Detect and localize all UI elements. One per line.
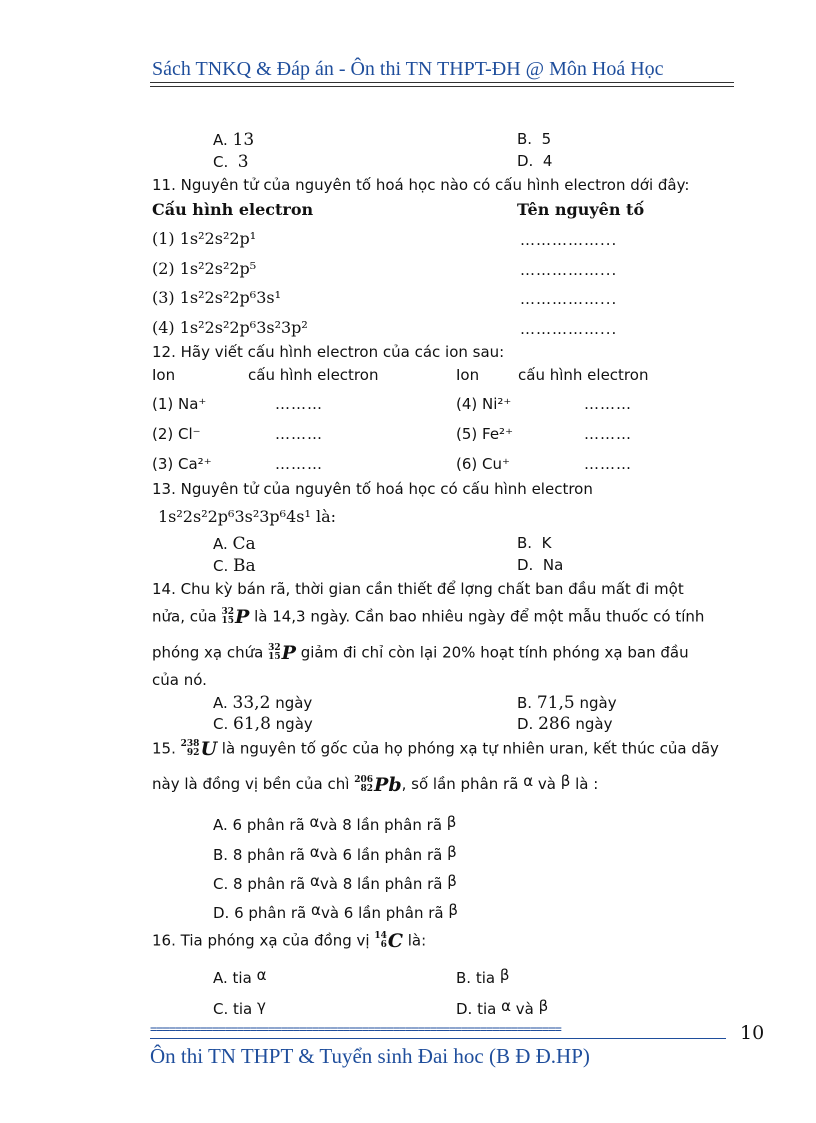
q15-line-1: 15. 238 92 U là nguyên tố gốc của họ phóng xạ tự nhiên uran, kết thúc của dãy xyxy=(152,738,719,760)
alpha-symbol: α xyxy=(523,772,534,790)
q14-line-2: nửa, của 32 15 P là 14,3 ngày. Cần bao nhiêu ngày để một mẫu thuốc có tính xyxy=(152,606,705,628)
q12-blank-4: ……… xyxy=(584,395,632,413)
header-rule-top xyxy=(150,82,734,83)
q16-option-c: C. tia γ xyxy=(213,997,266,1018)
q11-blank-1: ……………... xyxy=(520,231,618,249)
isotope-u238-symbol: 238 92 U xyxy=(180,738,218,760)
q12-blank-1: ……… xyxy=(275,395,323,413)
q15-option-b: B. 8 phân rã αvà 6 lần phân rã β xyxy=(213,843,457,864)
q11-row-1: (1) 1s²2s²2p¹ xyxy=(152,229,257,248)
q14-option-a: A. 33,2 ngày xyxy=(213,693,313,713)
q12-blank-5: ……… xyxy=(584,425,632,443)
header-rule-bottom xyxy=(150,86,734,87)
q12-header-ion-left: Ion xyxy=(152,366,176,384)
q10-option-b: B. 5 xyxy=(517,130,552,148)
q15-option-d: D. 6 phân rã αvà 6 lần phân rã β xyxy=(213,901,458,922)
q11-row-2: (2) 1s²2s²2p⁵ xyxy=(152,259,257,278)
q15-option-a: A. 6 phân rã αvà 8 lần phân rã β xyxy=(213,813,457,834)
page-footer-title: Ôn thi TN THPT & Tuyển sinh Đai hoc (B Đ Đ.HP) xyxy=(150,1044,590,1068)
q12-ion-6: (6) Cu⁺ xyxy=(456,455,510,473)
isotope-pb206-symbol: 206 82 Pb xyxy=(354,773,402,796)
q15-line-2: này là đồng vị bền của chì 206 82 Pb , số lần phân rã α và β là : xyxy=(152,772,599,796)
q16-option-a: A. tia α xyxy=(213,966,267,987)
q11-blank-4: ……………... xyxy=(520,320,618,338)
q12-header-conf-right: cấu hình electron xyxy=(518,366,649,384)
q13-option-b: B. K xyxy=(517,534,552,552)
q11-row-3: (3) 1s²2s²2p⁶3s¹ xyxy=(152,288,281,307)
q12-header-conf-left: cấu hình electron xyxy=(248,366,379,384)
q16-option-d: D. tia α và β xyxy=(456,997,549,1018)
q10-option-c: C. 3 xyxy=(213,152,249,172)
beta-symbol: β xyxy=(560,772,571,790)
footer-rule xyxy=(150,1038,726,1039)
q15-option-c: C. 8 phân rã αvà 8 lần phân rã β xyxy=(213,872,457,893)
q13-option-d: D. Na xyxy=(517,556,564,574)
q13-option-a: A. Ca xyxy=(213,534,256,554)
q12-ion-5: (5) Fe²⁺ xyxy=(456,425,513,443)
page-number: 10 xyxy=(740,1022,765,1044)
q12-ion-3: (3) Ca²⁺ xyxy=(152,455,212,473)
q11-row-4: (4) 1s²2s²2p⁶3s²3p² xyxy=(152,318,308,337)
q14-option-c: C. 61,8 ngày xyxy=(213,714,313,734)
isotope-p32-symbol-2: 32 15 P xyxy=(268,642,296,664)
q16-question: 16. Tia phóng xạ của đồng vị 14 6 C là: xyxy=(152,930,427,952)
q14-option-b: B. 71,5 ngày xyxy=(517,693,617,713)
isotope-p32-symbol: 32 15 P xyxy=(221,606,250,628)
page-header-title: Sách TNKQ & Đáp án - Ôn thi TN THPT-ĐH @ Môn Hoá Học xyxy=(152,58,664,80)
q11-blank-3: ……………... xyxy=(520,290,618,308)
q12-ion-1: (1) Na⁺ xyxy=(152,395,207,413)
q12-blank-2: ……… xyxy=(275,425,323,443)
q11-blank-2: ……………... xyxy=(520,261,618,279)
isotope-c14-symbol: 14 6 C xyxy=(374,930,403,952)
q11-question: 11. Nguyên tử của nguyên tố hoá học nào có cấu hình electron dới đây: xyxy=(152,176,690,194)
q10-option-d: D. 4 xyxy=(517,152,553,170)
q12-blank-6: ……… xyxy=(584,455,632,473)
q12-ion-4: (4) Ni²⁺ xyxy=(456,395,512,413)
q13-question: 13. Nguyên tử của nguyên tố hoá học có cấu hình electron xyxy=(152,480,593,498)
q12-header-ion-right: Ion xyxy=(456,366,480,384)
q14-option-d: D. 286 ngày xyxy=(517,714,613,734)
footer-separator: ================================================================== xyxy=(150,1022,561,1036)
q13-option-c: C. Ba xyxy=(213,556,256,576)
q12-ion-2: (2) Cl⁻ xyxy=(152,425,201,443)
q10-option-a: A. 13 xyxy=(213,130,255,150)
q11-column-name: Tên nguyên tố xyxy=(517,200,645,219)
q14-line-1: 14. Chu kỳ bán rã, thời gian cần thiết để lợng chất ban đầu mất đi một xyxy=(152,580,684,598)
q12-question: 12. Hãy viết cấu hình electron của các ion sau: xyxy=(152,343,505,361)
q14-line-4: của nó. xyxy=(152,671,207,689)
q12-blank-3: ……… xyxy=(275,455,323,473)
q16-option-b: B. tia β xyxy=(456,966,510,987)
q14-line-3: phóng xạ chứa 32 15 P giảm đi chỉ còn lại 20% hoạt tính phóng xạ ban đầu xyxy=(152,642,689,664)
q11-column-config: Cấu hình electron xyxy=(152,200,314,219)
q13-config: 1s²2s²2p⁶3s²3p⁶4s¹ là: xyxy=(158,507,337,526)
